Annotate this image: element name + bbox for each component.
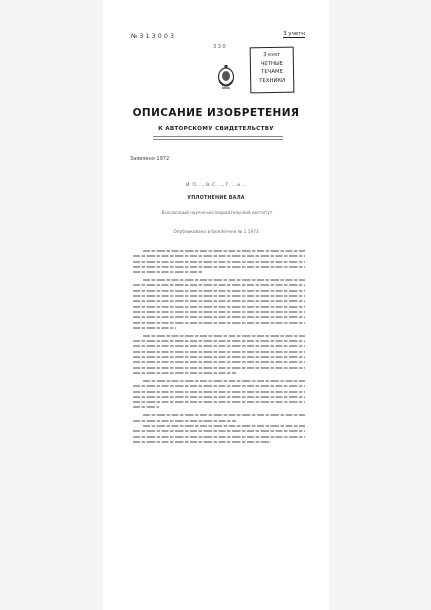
document-title: ОПИСАНИЕ ИЗОБРЕТЕНИЯ	[132, 107, 300, 119]
paragraph	[133, 380, 305, 408]
document-page	[103, 0, 329, 610]
paragraph	[133, 250, 305, 273]
divider	[153, 136, 283, 137]
divider	[153, 139, 283, 140]
paragraph	[133, 414, 305, 442]
document-subtitle: К АВТОРСКОМУ СВИДЕТЕЛЬСТВУ	[158, 126, 274, 132]
body-text	[133, 250, 305, 449]
authors: И. П. ..., В. С. ..., Г. ... и ...	[186, 183, 246, 188]
library-stamp	[250, 47, 295, 94]
document-number: № 3 1 3 0 0 3	[131, 33, 175, 40]
publication-note: Опубликовано в бюллетене № 1 1973	[173, 230, 259, 235]
stamp-line: ТЕЧАМЕ	[261, 68, 283, 76]
stamp-line: ЧЕТНЫЕ	[260, 60, 284, 67]
state-emblem-icon	[216, 64, 236, 92]
class-label: 3 3 0	[213, 44, 226, 50]
paragraph	[133, 279, 305, 329]
stamp-line: 3 кнзг	[263, 51, 281, 59]
stamp-line: ТЕХНИКИ	[259, 77, 286, 84]
invention-title: УПЛОТНЕНИЕ ВАЛА	[187, 196, 245, 201]
copy-label: 3 учетн	[283, 31, 305, 37]
paragraph	[133, 335, 305, 374]
applicant: Всесоюзный научно-исследовательский институт	[161, 210, 273, 215]
filing-date: Заявлено 1972	[130, 156, 170, 162]
